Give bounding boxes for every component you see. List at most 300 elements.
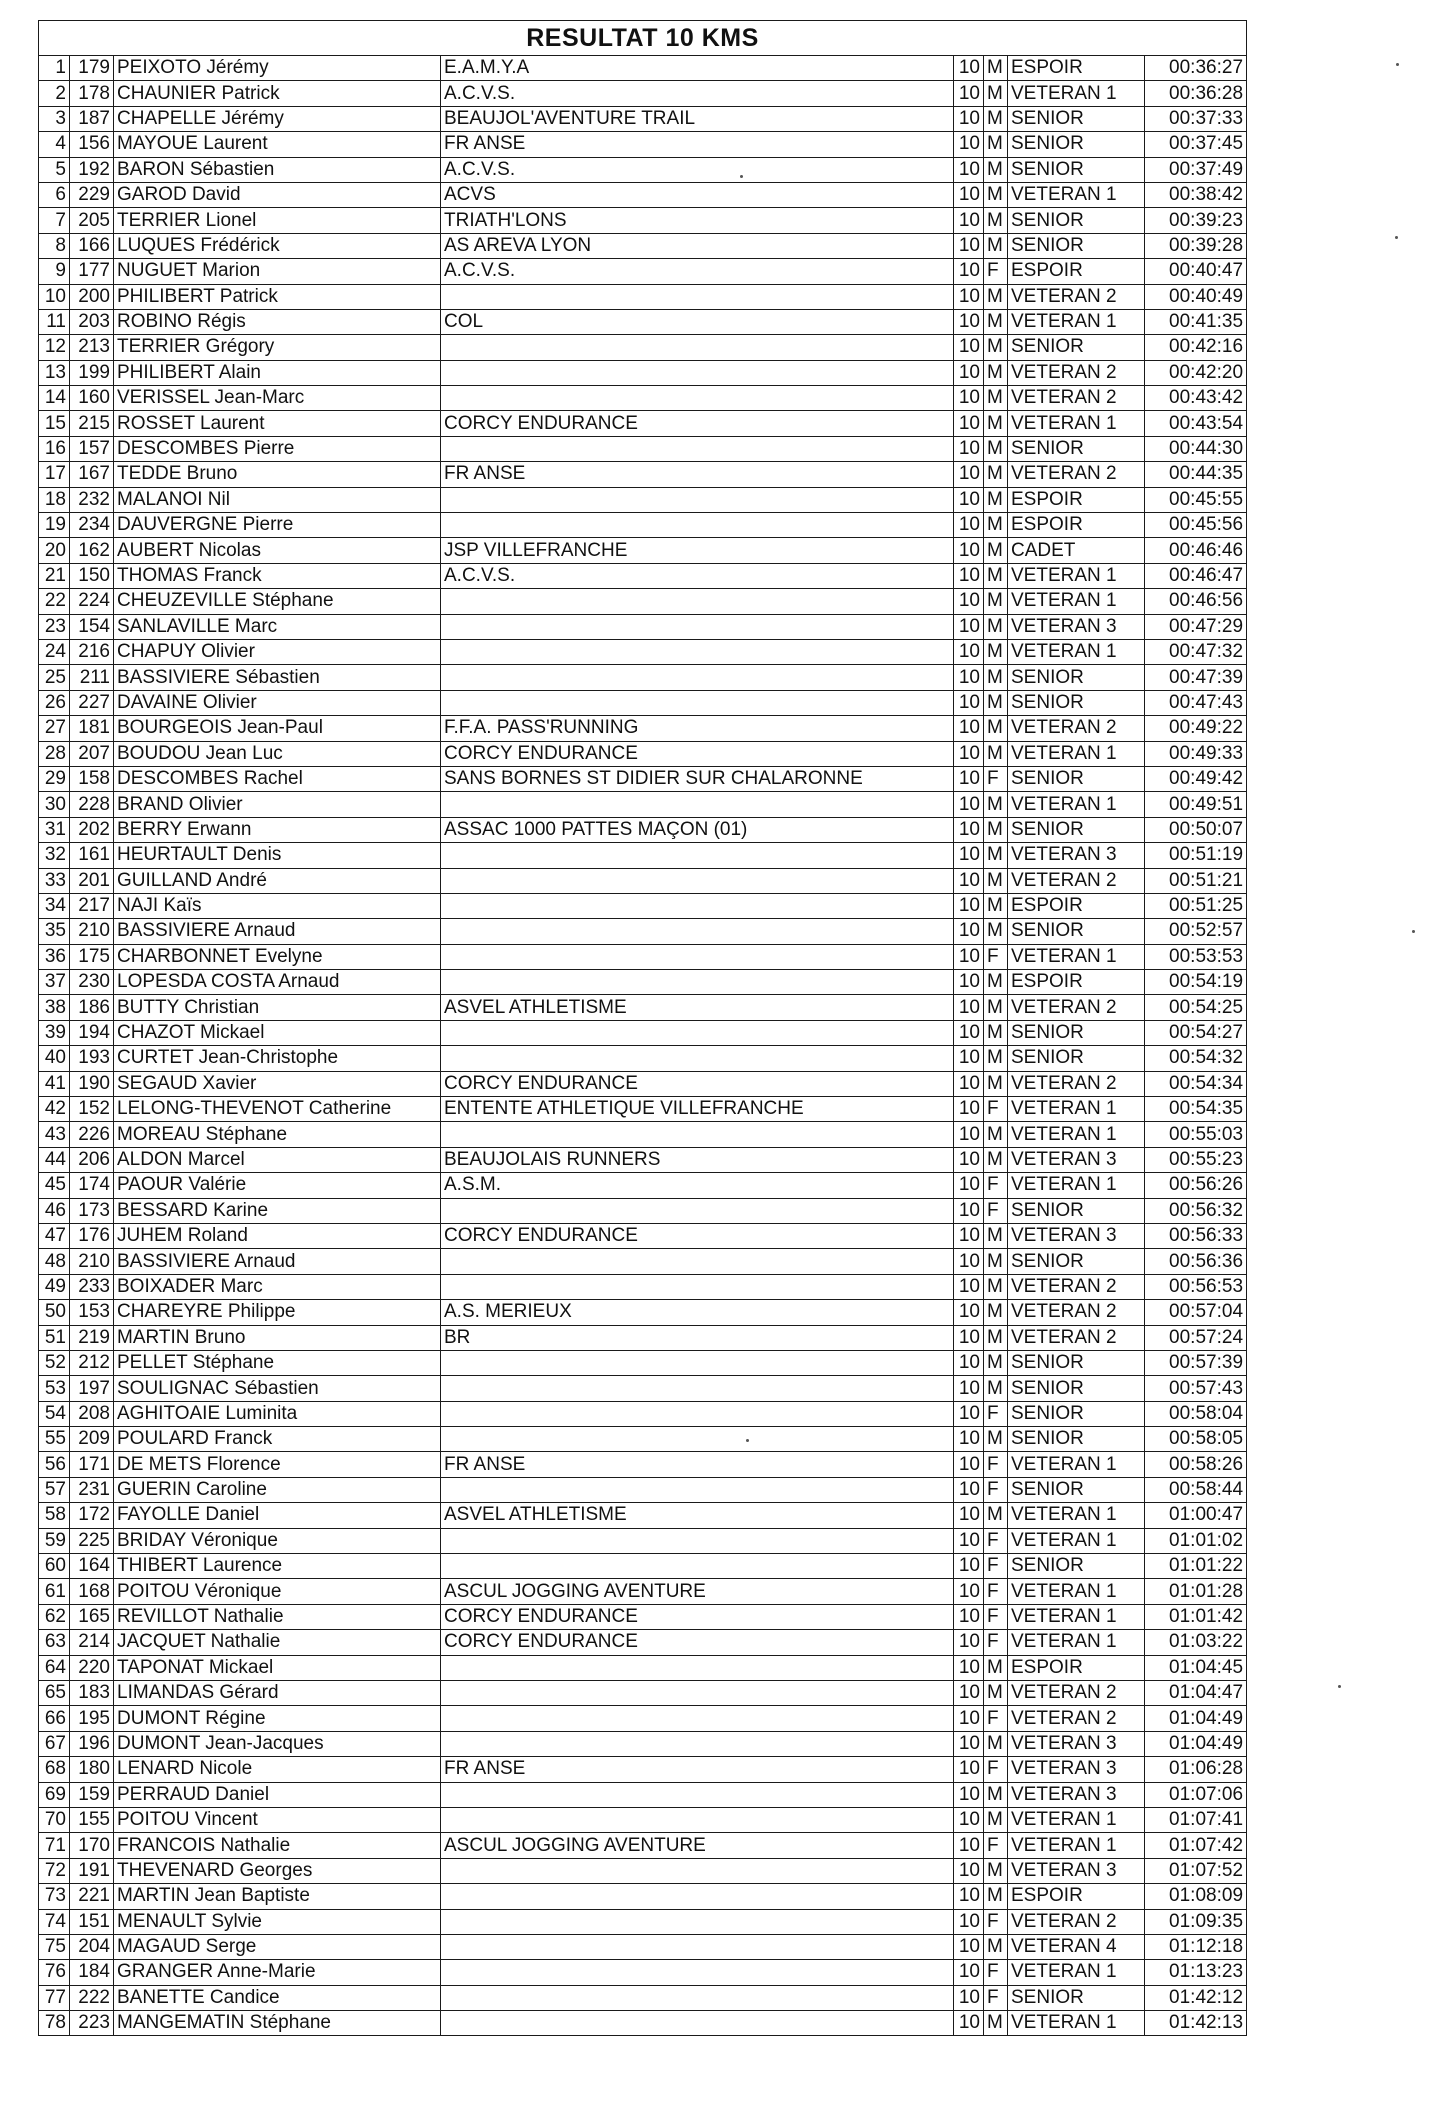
time-cell: 00:55:03 — [1145, 1122, 1247, 1147]
name-cell: GUERIN Caroline — [114, 1477, 441, 1502]
table-row — [39, 1401, 1247, 1426]
category-cell: VETERAN 1 — [1008, 1604, 1145, 1629]
distance-cell: 10 — [954, 1122, 984, 1147]
club-cell — [441, 589, 954, 614]
distance-cell: 10 — [954, 157, 984, 182]
name-cell: BANETTE Candice — [114, 1985, 441, 2010]
category-cell: SENIOR — [1008, 1401, 1145, 1426]
bib-cell: 192 — [70, 157, 114, 182]
distance-cell: 10 — [954, 665, 984, 690]
sex-cell: M — [984, 335, 1008, 360]
category-cell: SENIOR — [1008, 208, 1145, 233]
category-cell: VETERAN 1 — [1008, 1579, 1145, 1604]
name-cell: CHARBONNET Evelyne — [114, 944, 441, 969]
club-cell — [441, 2011, 954, 2036]
category-cell: VETERAN 2 — [1008, 1909, 1145, 1934]
club-cell — [441, 1274, 954, 1299]
club-cell — [441, 513, 954, 538]
name-cell: BASSIVIERE Arnaud — [114, 919, 441, 944]
name-cell: GUILLAND André — [114, 868, 441, 893]
club-cell: CORCY ENDURANCE — [441, 1071, 954, 1096]
time-cell: 01:07:06 — [1145, 1782, 1247, 1807]
rank-cell: 78 — [39, 2011, 70, 2036]
rank-cell: 75 — [39, 1934, 70, 1959]
distance-cell: 10 — [954, 1173, 984, 1198]
sex-cell: F — [984, 1909, 1008, 1934]
table-row — [39, 182, 1247, 207]
sex-cell: F — [984, 259, 1008, 284]
name-cell: LUQUES Frédérick — [114, 233, 441, 258]
table-row — [39, 1097, 1247, 1122]
rank-cell: 41 — [39, 1071, 70, 1096]
sex-cell: M — [984, 1934, 1008, 1959]
category-cell: VETERAN 3 — [1008, 1731, 1145, 1756]
name-cell: DESCOMBES Rachel — [114, 766, 441, 791]
category-cell: VETERAN 1 — [1008, 2011, 1145, 2036]
name-cell: POITOU Véronique — [114, 1579, 441, 1604]
bib-cell: 209 — [70, 1427, 114, 1452]
bib-cell: 193 — [70, 1046, 114, 1071]
time-cell: 01:07:41 — [1145, 1807, 1247, 1832]
time-cell: 00:56:32 — [1145, 1198, 1247, 1223]
bib-cell: 180 — [70, 1757, 114, 1782]
rank-cell: 73 — [39, 1884, 70, 1909]
time-cell: 01:12:18 — [1145, 1934, 1247, 1959]
bib-cell: 220 — [70, 1655, 114, 1680]
club-cell: CORCY ENDURANCE — [441, 1630, 954, 1655]
category-cell: SENIOR — [1008, 1249, 1145, 1274]
bib-cell: 229 — [70, 182, 114, 207]
category-cell: ESPOIR — [1008, 56, 1145, 81]
sex-cell: M — [984, 1071, 1008, 1096]
name-cell: BOUDOU Jean Luc — [114, 741, 441, 766]
name-cell: CURTET Jean-Christophe — [114, 1046, 441, 1071]
name-cell: PERRAUD Daniel — [114, 1782, 441, 1807]
bib-cell: 178 — [70, 81, 114, 106]
distance-cell: 10 — [954, 1350, 984, 1375]
time-cell: 00:46:47 — [1145, 563, 1247, 588]
club-cell: ASVEL ATHLETISME — [441, 995, 954, 1020]
rank-cell: 72 — [39, 1858, 70, 1883]
club-cell — [441, 1350, 954, 1375]
club-cell: ASCUL JOGGING AVENTURE — [441, 1579, 954, 1604]
category-cell: SENIOR — [1008, 690, 1145, 715]
sex-cell: M — [984, 1884, 1008, 1909]
name-cell: LOPESDA COSTA Arnaud — [114, 970, 441, 995]
table-row — [39, 309, 1247, 334]
bib-cell: 190 — [70, 1071, 114, 1096]
table-row — [39, 1706, 1247, 1731]
category-cell: VETERAN 3 — [1008, 1858, 1145, 1883]
distance-cell: 10 — [954, 1833, 984, 1858]
distance-cell: 10 — [954, 182, 984, 207]
club-cell — [441, 284, 954, 309]
bib-cell: 219 — [70, 1325, 114, 1350]
bib-cell: 203 — [70, 309, 114, 334]
time-cell: 00:54:35 — [1145, 1097, 1247, 1122]
bib-cell: 183 — [70, 1681, 114, 1706]
distance-cell: 10 — [954, 1681, 984, 1706]
sex-cell: M — [984, 563, 1008, 588]
name-cell: SEGAUD Xavier — [114, 1071, 441, 1096]
time-cell: 00:43:54 — [1145, 411, 1247, 436]
distance-cell: 10 — [954, 1934, 984, 1959]
time-cell: 00:56:33 — [1145, 1223, 1247, 1248]
club-cell: TRIATH'LONS — [441, 208, 954, 233]
rank-cell: 39 — [39, 1020, 70, 1045]
table-row — [39, 639, 1247, 664]
rank-cell: 74 — [39, 1909, 70, 1934]
distance-cell: 10 — [954, 106, 984, 131]
category-cell: ESPOIR — [1008, 487, 1145, 512]
sex-cell: M — [984, 309, 1008, 334]
rank-cell: 38 — [39, 995, 70, 1020]
distance-cell: 10 — [954, 1985, 984, 2010]
club-cell — [441, 1782, 954, 1807]
table-row — [39, 335, 1247, 360]
time-cell: 00:40:47 — [1145, 259, 1247, 284]
time-cell: 01:07:52 — [1145, 1858, 1247, 1883]
rank-cell: 11 — [39, 309, 70, 334]
name-cell: DAVAINE Olivier — [114, 690, 441, 715]
sex-cell: M — [984, 360, 1008, 385]
sex-cell: F — [984, 1452, 1008, 1477]
sex-cell: F — [984, 1554, 1008, 1579]
sex-cell: F — [984, 1198, 1008, 1223]
distance-cell: 10 — [954, 1300, 984, 1325]
table-row — [39, 411, 1247, 436]
name-cell: LIMANDAS Gérard — [114, 1681, 441, 1706]
distance-cell: 10 — [954, 411, 984, 436]
sex-cell: M — [984, 1274, 1008, 1299]
name-cell: BOURGEOIS Jean-Paul — [114, 716, 441, 741]
time-cell: 00:58:04 — [1145, 1401, 1247, 1426]
sex-cell: F — [984, 766, 1008, 791]
rank-cell: 8 — [39, 233, 70, 258]
category-cell: ESPOIR — [1008, 513, 1145, 538]
bib-cell: 215 — [70, 411, 114, 436]
time-cell: 00:58:26 — [1145, 1452, 1247, 1477]
rank-cell: 49 — [39, 1274, 70, 1299]
sex-cell: F — [984, 1173, 1008, 1198]
sex-cell: M — [984, 462, 1008, 487]
name-cell: THEVENARD Georges — [114, 1858, 441, 1883]
distance-cell: 10 — [954, 995, 984, 1020]
bib-cell: 232 — [70, 487, 114, 512]
time-cell: 00:54:32 — [1145, 1046, 1247, 1071]
time-cell: 00:42:16 — [1145, 335, 1247, 360]
bib-cell: 174 — [70, 1173, 114, 1198]
name-cell: MAYOUE Laurent — [114, 132, 441, 157]
distance-cell: 10 — [954, 970, 984, 995]
time-cell: 00:51:25 — [1145, 893, 1247, 918]
bib-cell: 222 — [70, 1985, 114, 2010]
rank-cell: 29 — [39, 766, 70, 791]
table-row — [39, 792, 1247, 817]
name-cell: BRAND Olivier — [114, 792, 441, 817]
sex-cell: M — [984, 1020, 1008, 1045]
bib-cell: 213 — [70, 335, 114, 360]
time-cell: 01:01:42 — [1145, 1604, 1247, 1629]
sex-cell: F — [984, 1833, 1008, 1858]
name-cell: NAJI Kaïs — [114, 893, 441, 918]
rank-cell: 6 — [39, 182, 70, 207]
club-cell — [441, 1122, 954, 1147]
name-cell: MOREAU Stéphane — [114, 1122, 441, 1147]
name-cell: DAUVERGNE Pierre — [114, 513, 441, 538]
club-cell: A.S.M. — [441, 1173, 954, 1198]
rank-cell: 15 — [39, 411, 70, 436]
bib-cell: 223 — [70, 2011, 114, 2036]
table-row — [39, 132, 1247, 157]
results-table — [38, 20, 1247, 2036]
bib-cell: 204 — [70, 1934, 114, 1959]
name-cell: MANGEMATIN Stéphane — [114, 2011, 441, 2036]
sex-cell: M — [984, 1807, 1008, 1832]
table-row — [39, 1020, 1247, 1045]
bib-cell: 150 — [70, 563, 114, 588]
table-row — [39, 538, 1247, 563]
sex-cell: M — [984, 817, 1008, 842]
table-row — [39, 386, 1247, 411]
time-cell: 01:06:28 — [1145, 1757, 1247, 1782]
rank-cell: 1 — [39, 56, 70, 81]
rank-cell: 18 — [39, 487, 70, 512]
sex-cell: M — [984, 919, 1008, 944]
time-cell: 00:49:33 — [1145, 741, 1247, 766]
category-cell: VETERAN 4 — [1008, 1934, 1145, 1959]
category-cell: SENIOR — [1008, 1427, 1145, 1452]
name-cell: MAGAUD Serge — [114, 1934, 441, 1959]
bib-cell: 212 — [70, 1350, 114, 1375]
table-row — [39, 1604, 1247, 1629]
time-cell: 00:46:56 — [1145, 589, 1247, 614]
table-row — [39, 1350, 1247, 1375]
sex-cell: M — [984, 639, 1008, 664]
rank-cell: 68 — [39, 1757, 70, 1782]
table-row — [39, 944, 1247, 969]
distance-cell: 10 — [954, 81, 984, 106]
rank-cell: 4 — [39, 132, 70, 157]
rank-cell: 52 — [39, 1350, 70, 1375]
rank-cell: 66 — [39, 1706, 70, 1731]
category-cell: VETERAN 1 — [1008, 1960, 1145, 1985]
time-cell: 00:45:55 — [1145, 487, 1247, 512]
name-cell: THOMAS Franck — [114, 563, 441, 588]
category-cell: SENIOR — [1008, 1350, 1145, 1375]
rank-cell: 9 — [39, 259, 70, 284]
bib-cell: 159 — [70, 1782, 114, 1807]
name-cell: CHAREYRE Philippe — [114, 1300, 441, 1325]
rank-cell: 54 — [39, 1401, 70, 1426]
name-cell: PAOUR Valérie — [114, 1173, 441, 1198]
name-cell: GAROD David — [114, 182, 441, 207]
rank-cell: 12 — [39, 335, 70, 360]
club-cell — [441, 1554, 954, 1579]
rank-cell: 37 — [39, 970, 70, 995]
time-cell: 00:44:35 — [1145, 462, 1247, 487]
table-row — [39, 589, 1247, 614]
rank-cell: 51 — [39, 1325, 70, 1350]
category-cell: VETERAN 1 — [1008, 792, 1145, 817]
sex-cell: F — [984, 944, 1008, 969]
sex-cell: M — [984, 386, 1008, 411]
rank-cell: 48 — [39, 1249, 70, 1274]
bib-cell: 214 — [70, 1630, 114, 1655]
sex-cell: M — [984, 741, 1008, 766]
club-cell — [441, 893, 954, 918]
club-cell: CORCY ENDURANCE — [441, 1604, 954, 1629]
sex-cell: M — [984, 436, 1008, 461]
name-cell: CHAZOT Mickael — [114, 1020, 441, 1045]
sex-cell: M — [984, 1147, 1008, 1172]
scan-speck — [746, 1439, 749, 1442]
club-cell — [441, 1960, 954, 1985]
time-cell: 00:58:44 — [1145, 1477, 1247, 1502]
sex-cell: M — [984, 792, 1008, 817]
club-cell — [441, 665, 954, 690]
bib-cell: 210 — [70, 919, 114, 944]
distance-cell: 10 — [954, 919, 984, 944]
rank-cell: 23 — [39, 614, 70, 639]
table-row — [39, 1655, 1247, 1680]
time-cell: 00:58:05 — [1145, 1427, 1247, 1452]
rank-cell: 61 — [39, 1579, 70, 1604]
rank-cell: 14 — [39, 386, 70, 411]
sex-cell: F — [984, 1960, 1008, 1985]
distance-cell: 10 — [954, 1477, 984, 1502]
club-cell — [441, 1401, 954, 1426]
distance-cell: 10 — [954, 843, 984, 868]
name-cell: BRIDAY Véronique — [114, 1528, 441, 1553]
category-cell: VETERAN 2 — [1008, 1300, 1145, 1325]
name-cell: BARON Sébastien — [114, 157, 441, 182]
time-cell: 00:43:42 — [1145, 386, 1247, 411]
time-cell: 00:39:23 — [1145, 208, 1247, 233]
sex-cell: M — [984, 1782, 1008, 1807]
sex-cell: M — [984, 208, 1008, 233]
bib-cell: 171 — [70, 1452, 114, 1477]
table-row — [39, 1833, 1247, 1858]
distance-cell: 10 — [954, 589, 984, 614]
category-cell: VETERAN 3 — [1008, 1782, 1145, 1807]
distance-cell: 10 — [954, 284, 984, 309]
club-cell — [441, 1376, 954, 1401]
distance-cell: 10 — [954, 792, 984, 817]
distance-cell: 10 — [954, 1198, 984, 1223]
rank-cell: 60 — [39, 1554, 70, 1579]
sex-cell: M — [984, 1249, 1008, 1274]
time-cell: 00:56:26 — [1145, 1173, 1247, 1198]
name-cell: JUHEM Roland — [114, 1223, 441, 1248]
category-cell: SENIOR — [1008, 919, 1145, 944]
table-row — [39, 1427, 1247, 1452]
time-cell: 00:49:22 — [1145, 716, 1247, 741]
table-row — [39, 1884, 1247, 1909]
name-cell: AUBERT Nicolas — [114, 538, 441, 563]
distance-cell: 10 — [954, 639, 984, 664]
name-cell: CHAPUY Olivier — [114, 639, 441, 664]
scan-speck — [1412, 930, 1415, 933]
bib-cell: 191 — [70, 1858, 114, 1883]
table-row — [39, 690, 1247, 715]
name-cell: TEDDE Bruno — [114, 462, 441, 487]
time-cell: 01:01:22 — [1145, 1554, 1247, 1579]
category-cell: VETERAN 1 — [1008, 1807, 1145, 1832]
table-row — [39, 1274, 1247, 1299]
rank-cell: 64 — [39, 1655, 70, 1680]
club-cell: F.F.A. PASS'RUNNING — [441, 716, 954, 741]
category-cell: SENIOR — [1008, 1046, 1145, 1071]
name-cell: VERISSEL Jean-Marc — [114, 386, 441, 411]
table-row — [39, 716, 1247, 741]
sex-cell: F — [984, 1528, 1008, 1553]
distance-cell: 10 — [954, 1249, 984, 1274]
rank-cell: 19 — [39, 513, 70, 538]
bib-cell: 225 — [70, 1528, 114, 1553]
time-cell: 00:41:35 — [1145, 309, 1247, 334]
category-cell: VETERAN 1 — [1008, 563, 1145, 588]
distance-cell: 10 — [954, 1071, 984, 1096]
club-cell — [441, 436, 954, 461]
distance-cell: 10 — [954, 1757, 984, 1782]
category-cell: VETERAN 1 — [1008, 1503, 1145, 1528]
name-cell: LENARD Nicole — [114, 1757, 441, 1782]
table-row — [39, 360, 1247, 385]
distance-cell: 10 — [954, 1630, 984, 1655]
bib-cell: 184 — [70, 1960, 114, 1985]
distance-cell: 10 — [954, 1858, 984, 1883]
bib-cell: 155 — [70, 1807, 114, 1832]
distance-cell: 10 — [954, 944, 984, 969]
table-row — [39, 614, 1247, 639]
sex-cell: M — [984, 1122, 1008, 1147]
time-cell: 00:45:56 — [1145, 513, 1247, 538]
bib-cell: 207 — [70, 741, 114, 766]
distance-cell: 10 — [954, 1274, 984, 1299]
club-cell — [441, 1807, 954, 1832]
time-cell: 00:56:36 — [1145, 1249, 1247, 1274]
rank-cell: 43 — [39, 1122, 70, 1147]
category-cell: SENIOR — [1008, 1554, 1145, 1579]
time-cell: 00:57:39 — [1145, 1350, 1247, 1375]
sex-cell: M — [984, 513, 1008, 538]
distance-cell: 10 — [954, 614, 984, 639]
table-row — [39, 1300, 1247, 1325]
rank-cell: 76 — [39, 1960, 70, 1985]
club-cell: FR ANSE — [441, 462, 954, 487]
name-cell: FRANCOIS Nathalie — [114, 1833, 441, 1858]
time-cell: 00:44:30 — [1145, 436, 1247, 461]
distance-cell: 10 — [954, 1427, 984, 1452]
table-row — [39, 1376, 1247, 1401]
name-cell: SANLAVILLE Marc — [114, 614, 441, 639]
results-sheet — [38, 20, 1246, 2036]
club-cell — [441, 1528, 954, 1553]
rank-cell: 45 — [39, 1173, 70, 1198]
distance-cell: 10 — [954, 436, 984, 461]
rank-cell: 3 — [39, 106, 70, 131]
name-cell: DUMONT Régine — [114, 1706, 441, 1731]
club-cell: ENTENTE ATHLETIQUE VILLEFRANCHE — [441, 1097, 954, 1122]
category-cell: ESPOIR — [1008, 1655, 1145, 1680]
rank-cell: 58 — [39, 1503, 70, 1528]
club-cell — [441, 792, 954, 817]
name-cell: DESCOMBES Pierre — [114, 436, 441, 461]
bib-cell: 211 — [70, 665, 114, 690]
sex-cell: M — [984, 1376, 1008, 1401]
name-cell: BERRY Erwann — [114, 817, 441, 842]
